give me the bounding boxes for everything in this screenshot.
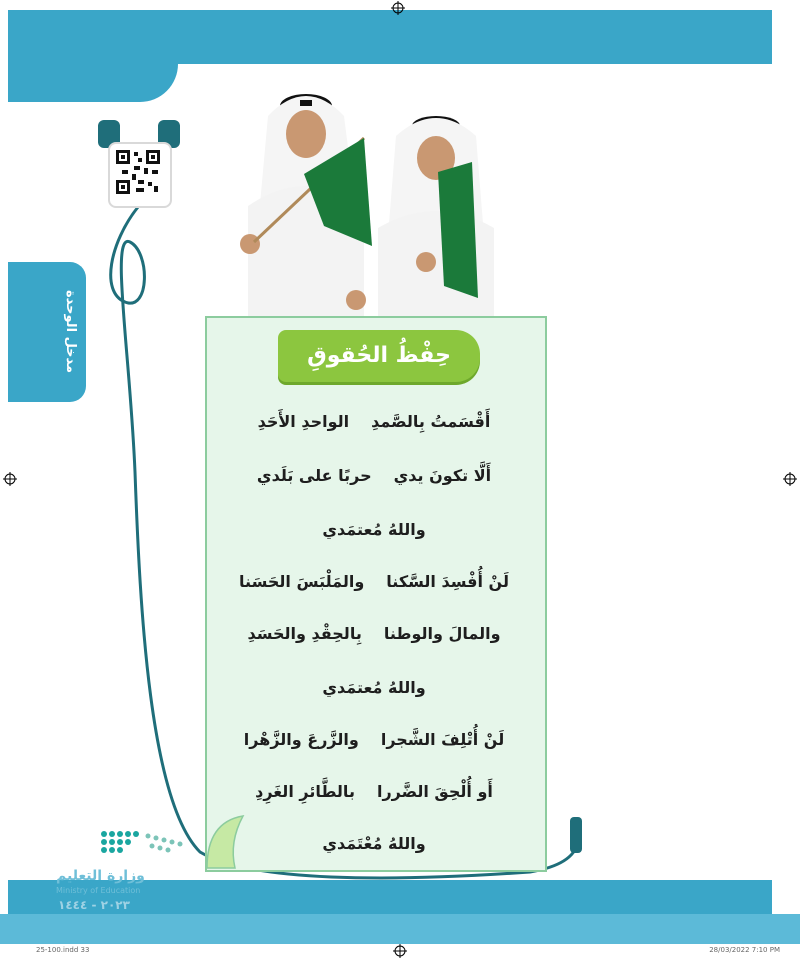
poem-verse: والمالَ والوطنابِالحِقْدِ والحَسَدِ (247, 624, 501, 643)
qr-code-icon (110, 144, 166, 202)
poem-title: حِفْظُ الحُقوقِ (307, 343, 451, 368)
ministry-logo-icon (98, 826, 192, 862)
ministry-name-arabic: وزارة التعليم (56, 868, 145, 884)
bottom-banner-strip (0, 914, 800, 944)
top-banner-tab (8, 64, 178, 102)
page-year-label: ٢٠٢٣ - ١٤٤٤ (58, 898, 130, 912)
registration-mark-icon (3, 472, 17, 486)
poem-verse: أَو أُلْحِقَ الضَّررابالطَّائرِ الغَرِدِ (255, 782, 493, 801)
poem-refrain: واللهُ مُعتمَدي (322, 520, 426, 539)
poem-verse: لَنْ أُفْسِدَ السَّكناوالمَلْبَسَ الحَسَنا (239, 572, 509, 591)
registration-mark-icon (783, 472, 797, 486)
poem-verse: أَلَّا تكونَ يديحربًا على بَلَدي (256, 466, 492, 485)
top-banner (8, 10, 772, 64)
print-footer-date: 28/03/2022 7:10 PM (709, 946, 780, 954)
poem-refrain: واللهُ مُعتمَدي (322, 678, 426, 697)
poem-verse: أَقْسَمتُ بِالصَّمدِالواحدِ الأَحَدِ (257, 412, 491, 431)
qr-code[interactable] (108, 142, 172, 208)
registration-mark-icon (393, 944, 407, 958)
unit-side-tab-label: مدخل الوحدة (63, 290, 78, 374)
boys-with-flags-photo (228, 76, 518, 318)
registration-mark-icon (391, 1, 405, 15)
print-footer-file: 25-100.indd 33 (36, 946, 90, 954)
poem-refrain: واللهُ مُعْتَمَدي (322, 834, 426, 853)
poem-verse: لَنْ أُتْلِفَ الشَّجراوالزَّرعَ والزَّهْرا (243, 730, 505, 749)
ministry-name-english: Ministry of Education (56, 886, 141, 895)
